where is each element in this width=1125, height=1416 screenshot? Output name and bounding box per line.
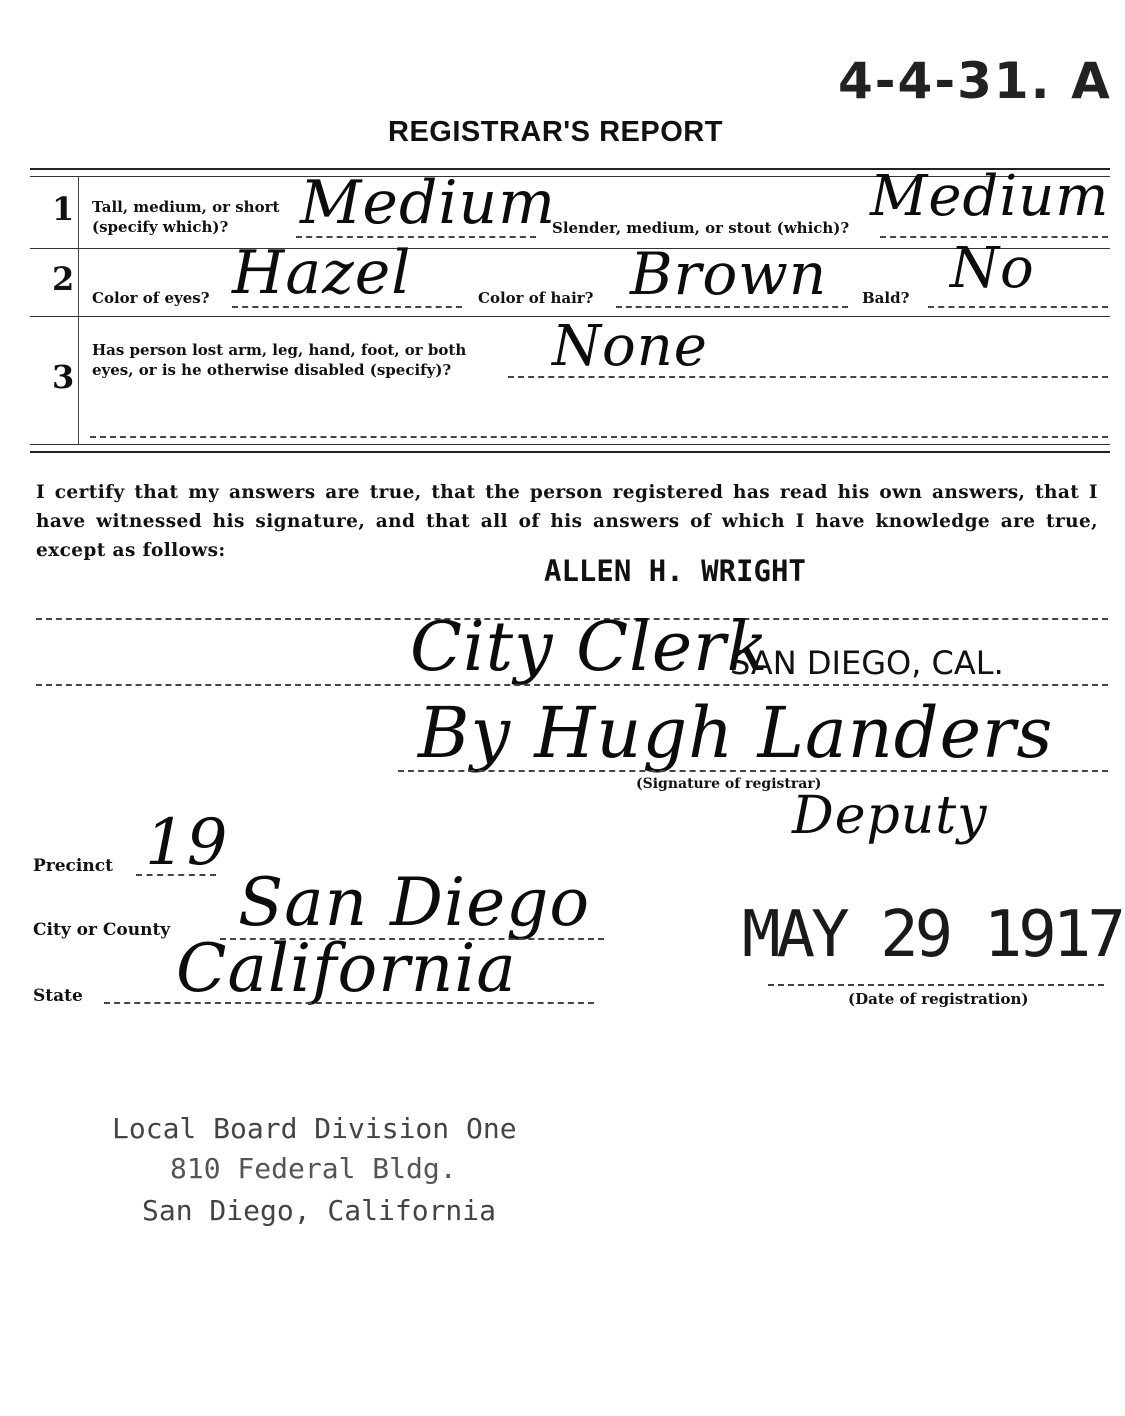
state-label: State bbox=[33, 986, 83, 1006]
certification-text: I certify that my answers are true, that the person registered has read his own answers, that I have witnessed his signature, and that all of his answers of which I have knowledge are true, except as follows: bbox=[36, 482, 1098, 561]
signature-label: (Signature of registrar) bbox=[636, 776, 822, 792]
state-value: California bbox=[176, 930, 517, 1007]
row-number-1: 1 bbox=[52, 190, 75, 228]
hair-color-line bbox=[616, 306, 848, 308]
disability-question: Has person lost arm, leg, hand, foot, or both eyes, or is he otherwise disabled (specify)? bbox=[92, 341, 467, 379]
build-question: Slender, medium, or stout (which)? bbox=[552, 219, 850, 237]
precinct-line bbox=[136, 874, 216, 876]
height-question: Tall, medium, or short (specify which)? bbox=[92, 198, 280, 236]
row-number-3: 3 bbox=[52, 358, 75, 396]
hair-color-question: Color of hair? bbox=[478, 289, 594, 307]
eye-color-line bbox=[232, 306, 462, 308]
page-title: REGISTRAR'S REPORT bbox=[388, 116, 723, 148]
table-bottom-rule bbox=[30, 451, 1110, 453]
disability-answer: None bbox=[552, 314, 708, 379]
height-answer: Medium bbox=[300, 168, 557, 238]
hair-color-answer: Brown bbox=[630, 240, 828, 308]
bald-question: Bald? bbox=[862, 289, 910, 307]
city-county-label: City or County bbox=[33, 920, 171, 940]
registrar-signature: By Hugh Landers bbox=[418, 692, 1054, 774]
row-divider-1 bbox=[30, 248, 1110, 249]
local-board-stamp-line-2: 810 Federal Bldg. bbox=[170, 1152, 457, 1185]
exception-line-2 bbox=[36, 684, 1108, 686]
state-line bbox=[104, 1002, 594, 1004]
precinct-label: Precinct bbox=[33, 856, 113, 876]
bald-answer: No bbox=[950, 236, 1035, 301]
date-label: (Date of registration) bbox=[848, 990, 1029, 1008]
precinct-value: 19 bbox=[145, 806, 229, 880]
local-board-stamp-line-3: San Diego, California bbox=[142, 1194, 497, 1227]
deputy-handwritten: Deputy bbox=[792, 786, 988, 846]
disability-line-2 bbox=[90, 436, 1108, 438]
local-board-stamp-line-1: Local Board Division One bbox=[112, 1112, 517, 1145]
table-bottom-rule-inner bbox=[30, 444, 1110, 445]
city-clerk-handwritten: City Clerk bbox=[410, 608, 769, 687]
row-number-2: 2 bbox=[52, 260, 75, 298]
registrar-name-stamp: ALLEN H. WRIGHT bbox=[544, 554, 806, 588]
signature-line bbox=[398, 770, 1108, 772]
table-left-border bbox=[78, 176, 79, 444]
city-county-value: San Diego bbox=[238, 864, 591, 941]
eye-color-answer: Hazel bbox=[232, 238, 412, 308]
disability-line-1 bbox=[508, 376, 1108, 378]
eye-color-question: Color of eyes? bbox=[92, 289, 210, 307]
serial-number: 4-4-31. A bbox=[838, 52, 1112, 110]
date-line bbox=[768, 984, 1104, 986]
bald-line bbox=[928, 306, 1108, 308]
build-answer: Medium bbox=[870, 164, 1110, 229]
city-stamp: SAN DIEGO, CAL. bbox=[730, 644, 1004, 682]
registration-date-stamp: MAY 29 1917 bbox=[742, 898, 1122, 972]
